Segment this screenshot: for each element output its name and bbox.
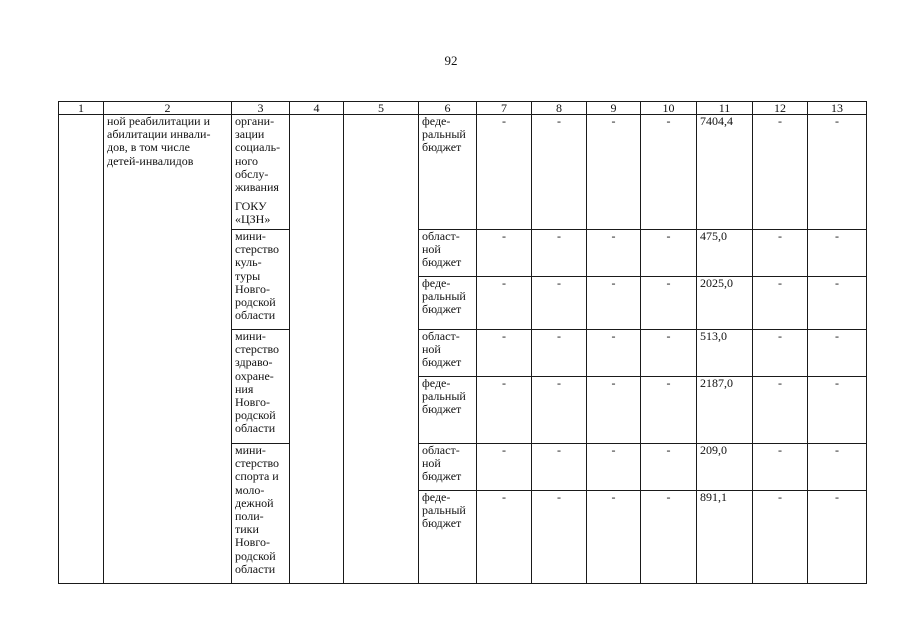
col-header: 13 [808,102,867,115]
value-cell: - [808,230,867,277]
value-cell: - [753,330,808,377]
value-cell: - [808,491,867,584]
value-cell: - [587,230,641,277]
funding-source: област- ной бюджет [419,230,477,277]
col-header: 10 [641,102,697,115]
amount-cell: 2187,0 [697,377,753,444]
executor-cell: органи- зации социаль- ного обслу- живания ГОКУ «ЦЗН» [232,115,290,230]
table-row [59,115,867,230]
value-cell: - [532,277,587,330]
col-header: 5 [344,102,419,115]
executor-cell: мини- стерство спорта и моло- дежной поли- тики Новго- родской области [232,444,290,584]
col-header: 11 [697,102,753,115]
funding-source: феде- ральный бюджет [419,277,477,330]
value-cell: - [753,115,808,230]
amount-cell: 891,1 [697,491,753,584]
value-cell: - [641,491,697,584]
budget-table [58,101,867,584]
funding-source: област- ной бюджет [419,330,477,377]
value-cell: - [477,491,532,584]
amount-cell: 209,0 [697,444,753,491]
value-cell: - [753,377,808,444]
activity-name: ной реабилитации и абилитации инвали- дов, в том числе детей-инвалидов [104,115,232,584]
amount-cell: 7404,4 [697,115,753,230]
col-header: 1 [59,102,104,115]
amount-cell: 475,0 [697,230,753,277]
value-cell: - [587,277,641,330]
value-cell: - [808,277,867,330]
value-cell: - [532,444,587,491]
value-cell: - [587,330,641,377]
cell-col4 [290,115,344,584]
value-cell: - [641,444,697,491]
value-cell: - [532,491,587,584]
page-number: 92 [444,53,458,68]
value-cell: - [641,230,697,277]
col-header: 2 [104,102,232,115]
value-cell: - [587,491,641,584]
col-header: 8 [532,102,587,115]
value-cell: - [753,444,808,491]
funding-source: феде- ральный бюджет [419,377,477,444]
value-cell: - [808,330,867,377]
funding-source: феде- ральный бюджет [419,115,477,230]
value-cell: - [477,444,532,491]
header-row [59,102,867,115]
amount-cell: 513,0 [697,330,753,377]
amount-cell: 2025,0 [697,277,753,330]
value-cell: - [532,115,587,230]
cell-col1 [59,115,104,584]
value-cell: - [641,277,697,330]
value-cell: - [808,444,867,491]
value-cell: - [641,330,697,377]
value-cell: - [587,377,641,444]
value-cell: - [808,115,867,230]
value-cell: - [532,230,587,277]
value-cell: - [808,377,867,444]
value-cell: - [753,491,808,584]
value-cell: - [641,115,697,230]
value-cell: - [477,277,532,330]
cell-col5 [344,115,419,584]
col-header: 3 [232,102,290,115]
value-cell: - [477,330,532,377]
value-cell: - [587,444,641,491]
value-cell: - [641,377,697,444]
col-header: 4 [290,102,344,115]
col-header: 9 [587,102,641,115]
executor-cell: мини- стерство куль- туры Новго- родской области [232,230,290,330]
value-cell: - [753,277,808,330]
value-cell: - [587,115,641,230]
col-header: 6 [419,102,477,115]
value-cell: - [753,230,808,277]
value-cell: - [477,377,532,444]
value-cell: - [477,230,532,277]
executor-cell: мини- стерство здраво- охране- ния Новго- родской области [232,330,290,444]
value-cell: - [532,330,587,377]
value-cell: - [477,115,532,230]
funding-source: феде- ральный бюджет [419,491,477,584]
col-header: 7 [477,102,532,115]
col-header: 12 [753,102,808,115]
value-cell: - [532,377,587,444]
funding-source: област- ной бюджет [419,444,477,491]
